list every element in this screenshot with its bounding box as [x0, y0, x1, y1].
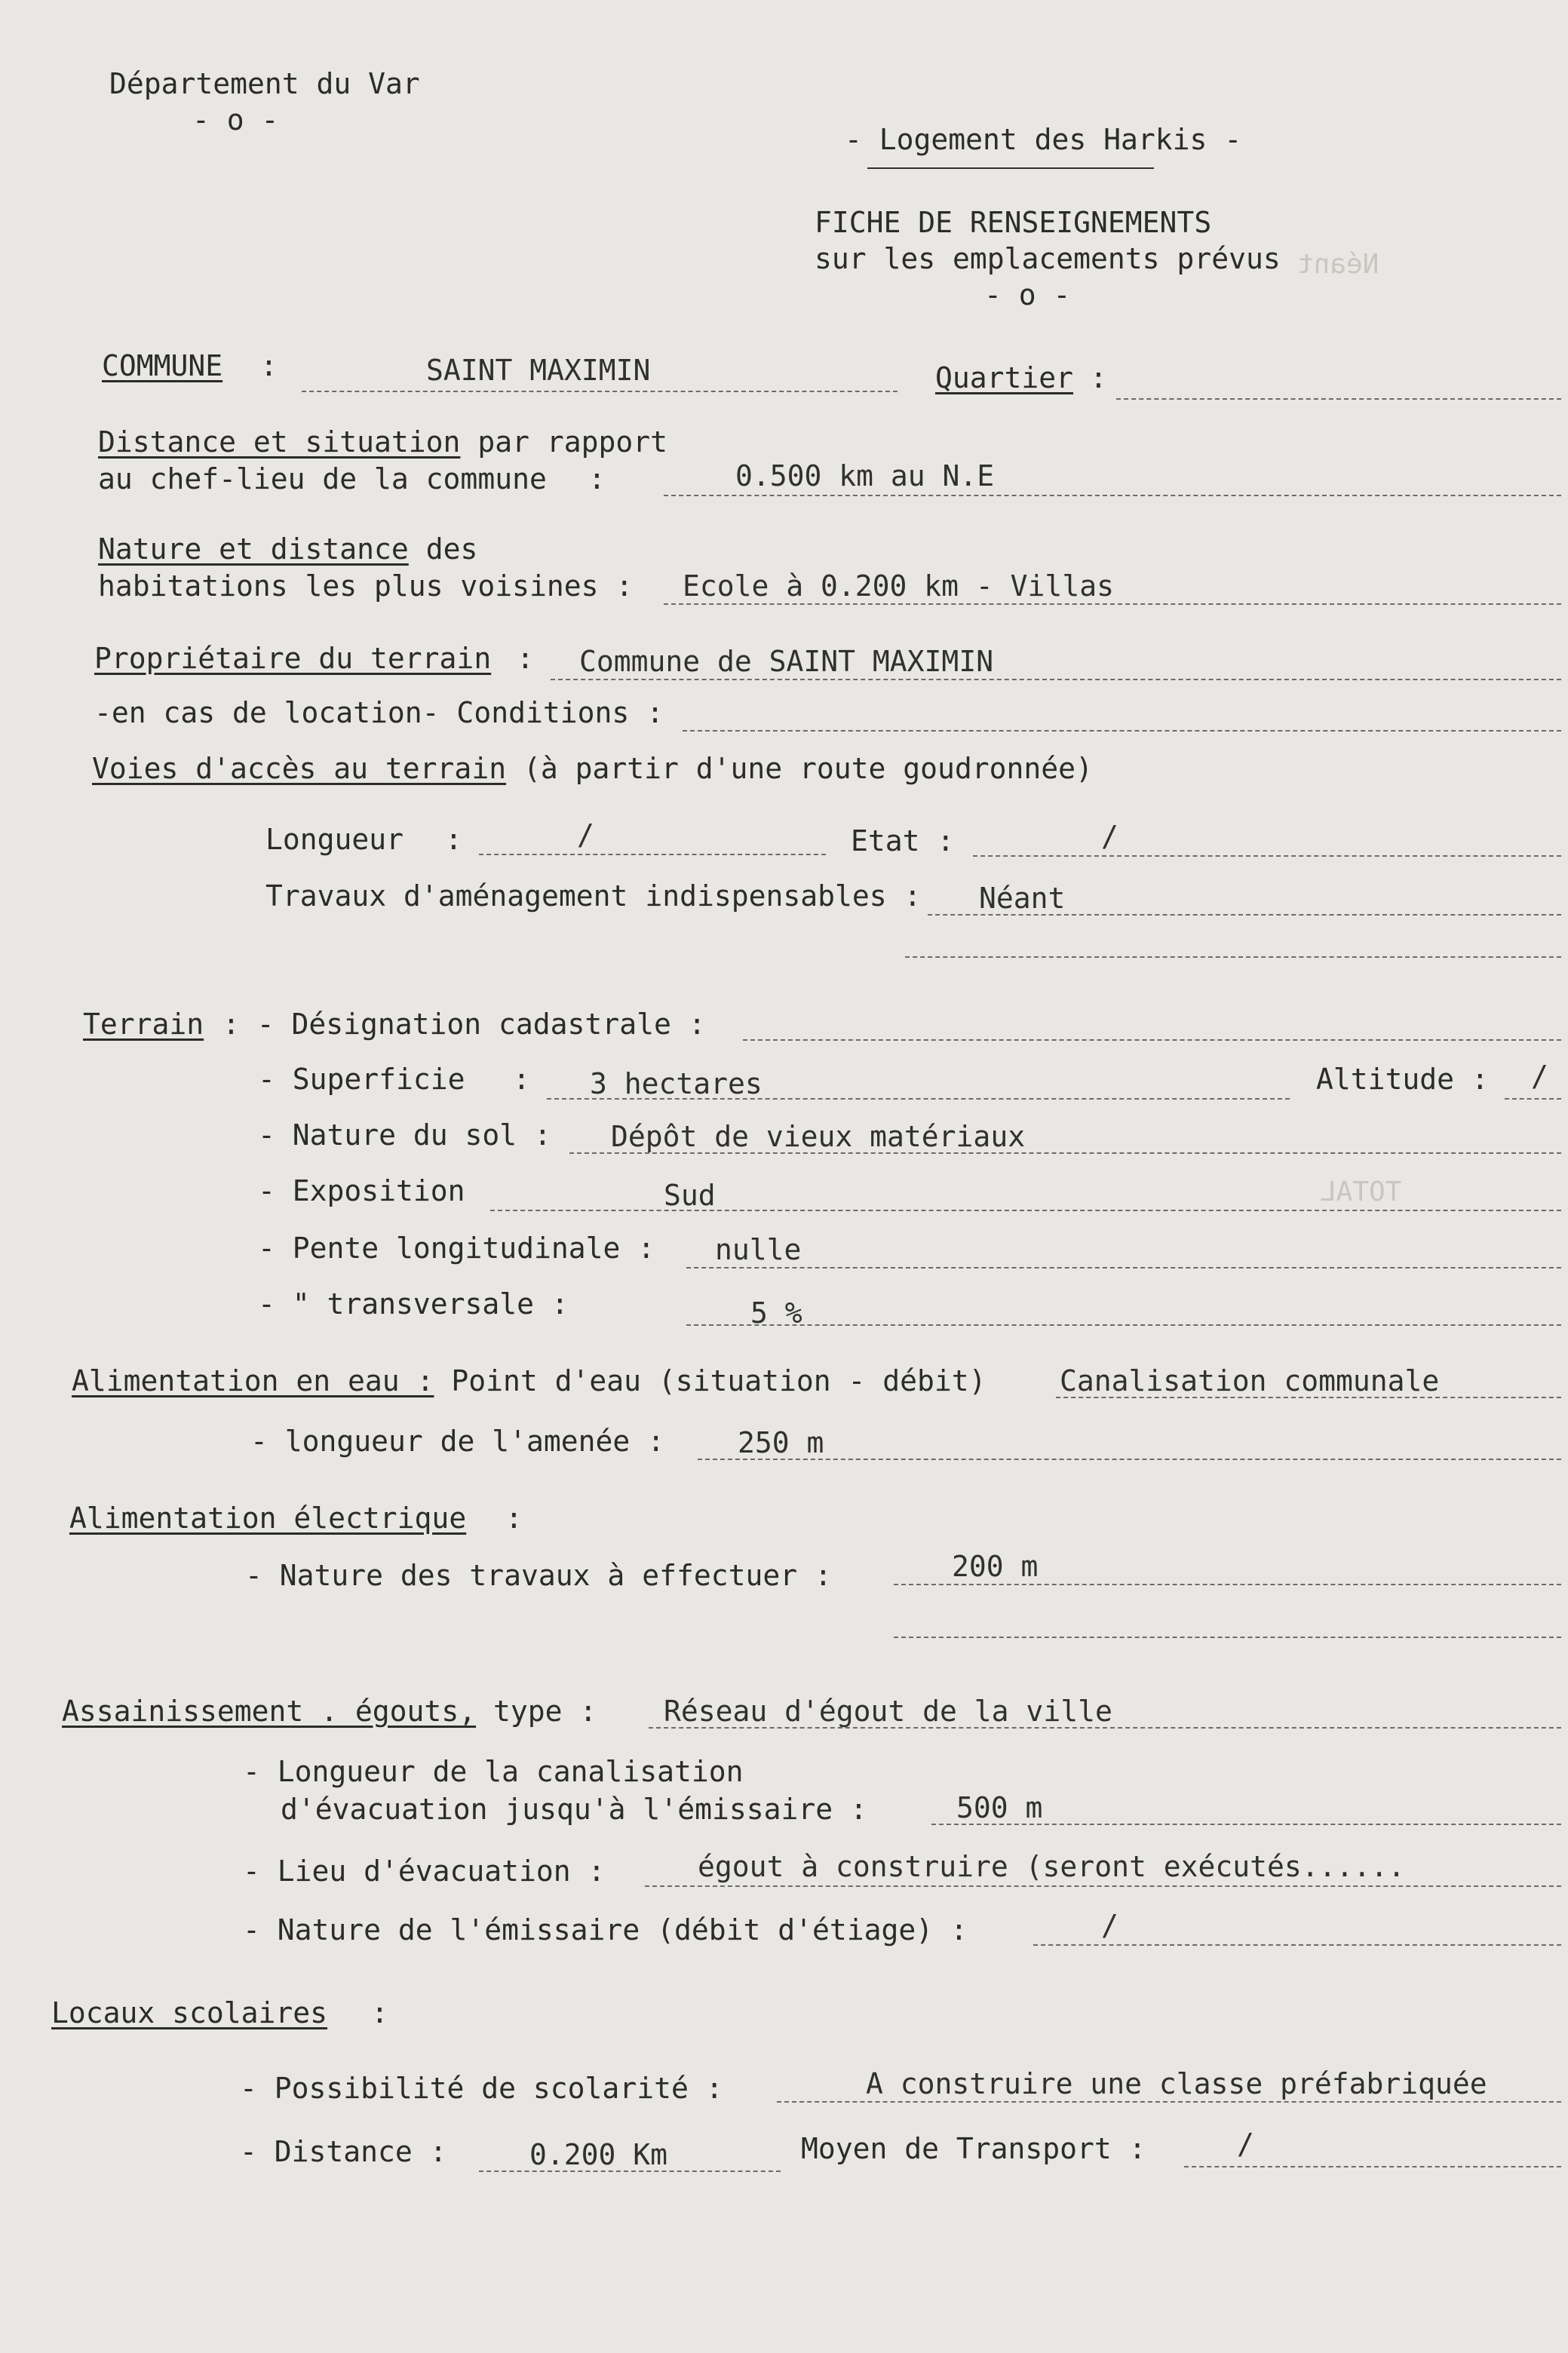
voies-label-rest: (à partir d'une route goudronnée) [523, 752, 1093, 785]
commune-value: SAINT MAXIMIN [426, 354, 651, 387]
etat-value: / [1101, 820, 1118, 853]
colon: : [371, 1996, 388, 2029]
possibilite-value: A construire une classe préfabriquée [866, 2067, 1487, 2100]
superficie-line [547, 1098, 1290, 1100]
sol-value: Dépôt de vieux matériaux [611, 1120, 1026, 1153]
distance-label-underlined: Distance et situation [98, 425, 461, 459]
longueur-value: / [577, 818, 594, 851]
exposition-line [490, 1210, 1561, 1211]
sol-line [569, 1152, 1561, 1154]
electrique-travaux-line-2 [894, 1637, 1561, 1638]
location-line [683, 730, 1561, 732]
form-title: FICHE DE RENSEIGNEMENTS [815, 206, 1212, 239]
emissaire-value: / [1101, 1909, 1118, 1942]
form-subtitle: sur les emplacements prévus [815, 242, 1281, 275]
canalisation-value: 500 m [956, 1791, 1043, 1824]
amenee-line [698, 1459, 1561, 1460]
assainissement-type-line [649, 1727, 1561, 1729]
altitude-value: / [1531, 1060, 1548, 1093]
nature-value: Ecole à 0.200 km - Villas [683, 569, 1114, 603]
emissaire-line [1033, 1944, 1561, 1946]
distance-label-line-2: au chef-lieu de la commune [98, 462, 547, 495]
assainissement-label-underlined: Assainissement . égouts, [62, 1695, 477, 1728]
colon: : [260, 349, 278, 382]
eau-value: Canalisation communale [1060, 1364, 1440, 1397]
transport-label: Moyen de Transport : [801, 2132, 1146, 2165]
superficie-value: 3 hectares [590, 1067, 763, 1100]
possibilite-line [777, 2101, 1561, 2103]
scolaires-label: Locaux scolaires [51, 1996, 328, 2029]
pente-transversale-label: - " transversale : [258, 1287, 569, 1321]
altitude-label: Altitude : [1316, 1063, 1489, 1096]
eau-label-rest: Point d'eau (situation - débit) [451, 1364, 987, 1397]
eau-label [72, 1364, 987, 1398]
separator: - o - [192, 103, 279, 137]
quartier-line [1116, 398, 1561, 400]
commune-label: COMMUNE [102, 349, 223, 382]
quartier-label: Quartier [935, 361, 1074, 394]
distance-line [664, 495, 1561, 496]
colon: : [513, 1063, 530, 1096]
exposition-value: Sud [664, 1179, 716, 1212]
amenee-value: 250 m [738, 1426, 824, 1459]
voies-label [92, 751, 1093, 786]
transport-line [1184, 2166, 1561, 2167]
canalisation-line [931, 1824, 1561, 1825]
electrique-travaux-value: 200 m [952, 1550, 1039, 1583]
lieu-evacuation-value: égout à construire (seront exécutés...... [698, 1850, 1405, 1883]
travaux-label: Travaux d'aménagement indispensables : [265, 879, 922, 913]
scolaire-distance-label: - Distance : [240, 2135, 447, 2168]
exposition-label: - Exposition [258, 1174, 465, 1207]
bleed-through-decoration: TOTAL [1320, 1176, 1402, 1207]
pente-longitudinale-label: - Pente longitudinale : [258, 1232, 655, 1265]
assainissement-label [62, 1694, 597, 1729]
etat-line [973, 855, 1561, 857]
colon: : [1090, 361, 1107, 394]
colon: : [588, 462, 606, 495]
travaux-line [928, 914, 1561, 916]
altitude-line [1505, 1098, 1561, 1100]
canalisation-label-line-2: d'évacuation jusqu'à l'émissaire : [281, 1793, 867, 1826]
superficie-label: - Superficie [258, 1063, 465, 1096]
distance-value: 0.500 km au N.E [735, 459, 995, 492]
designation-label: : - Désignation cadastrale : [222, 1008, 706, 1041]
distance-label [98, 425, 667, 459]
eau-label-underlined: Alimentation en eau : [72, 1364, 434, 1397]
nature-label-rest: des [425, 532, 478, 566]
transport-value: / [1237, 2128, 1254, 2161]
nature-label-underlined: Nature et distance [98, 532, 409, 566]
eau-line [1056, 1397, 1561, 1398]
possibilite-label: - Possibilité de scolarité : [240, 2072, 723, 2105]
designation-line [743, 1039, 1561, 1041]
department-label: Département du Var [109, 67, 420, 100]
etat-label: Etat : [851, 824, 955, 857]
longueur-line [479, 854, 826, 855]
travaux-value: Néant [979, 882, 1066, 915]
nature-label-line-2: habitations les plus voisines : [98, 569, 634, 603]
electrique-travaux-line [894, 1584, 1561, 1585]
location-label: -en cas de location- Conditions : [94, 696, 664, 729]
distance-label-rest: par rapport [477, 425, 667, 459]
electrique-travaux-label: - Nature des travaux à effectuer : [245, 1559, 832, 1592]
colon: : [505, 1502, 523, 1535]
pente-longitudinale-line [686, 1267, 1561, 1269]
commune-line [302, 391, 898, 392]
separator: - o - [984, 278, 1071, 311]
bleed-through-decoration: Néant [1297, 249, 1379, 280]
pente-longitudinale-value: nulle [715, 1233, 802, 1266]
longueur-label: Longueur [265, 823, 404, 856]
nature-line [664, 603, 1561, 605]
scolaire-distance-value: 0.200 Km [529, 2138, 668, 2171]
lieu-evacuation-line [645, 1885, 1561, 1887]
lieu-evacuation-label: - Lieu d'évacuation : [243, 1854, 606, 1888]
emissaire-label: - Nature de l'émissaire (débit d'étiage) : [243, 1913, 968, 1947]
canalisation-label: - Longueur de la canalisation [243, 1755, 744, 1788]
amenee-label: - longueur de l'amenée : [250, 1425, 665, 1458]
proprietaire-value: Commune de SAINT MAXIMIN [579, 645, 994, 678]
scolaire-distance-line [479, 2170, 781, 2172]
sol-label: - Nature du sol : [258, 1118, 551, 1152]
colon: : [517, 642, 534, 675]
colon: : [445, 823, 462, 856]
voies-label-underlined: Voies d'accès au terrain [92, 752, 507, 785]
proprietaire-line [551, 679, 1561, 680]
pente-transversale-value: 5 % [750, 1296, 802, 1330]
electrique-label: Alimentation électrique [69, 1502, 467, 1535]
proprietaire-label: Propriétaire du terrain [94, 642, 492, 675]
terrain-label: Terrain [83, 1008, 204, 1041]
pente-transversale-line [686, 1324, 1561, 1326]
assainissement-type-value: Réseau d'égout de la ville [664, 1695, 1112, 1728]
subject-underline [867, 167, 1154, 169]
assainissement-type-label: type : [492, 1695, 597, 1728]
travaux-line-2 [905, 956, 1561, 958]
nature-label [98, 532, 477, 566]
subject-title: - Logement des Harkis - [845, 123, 1242, 156]
